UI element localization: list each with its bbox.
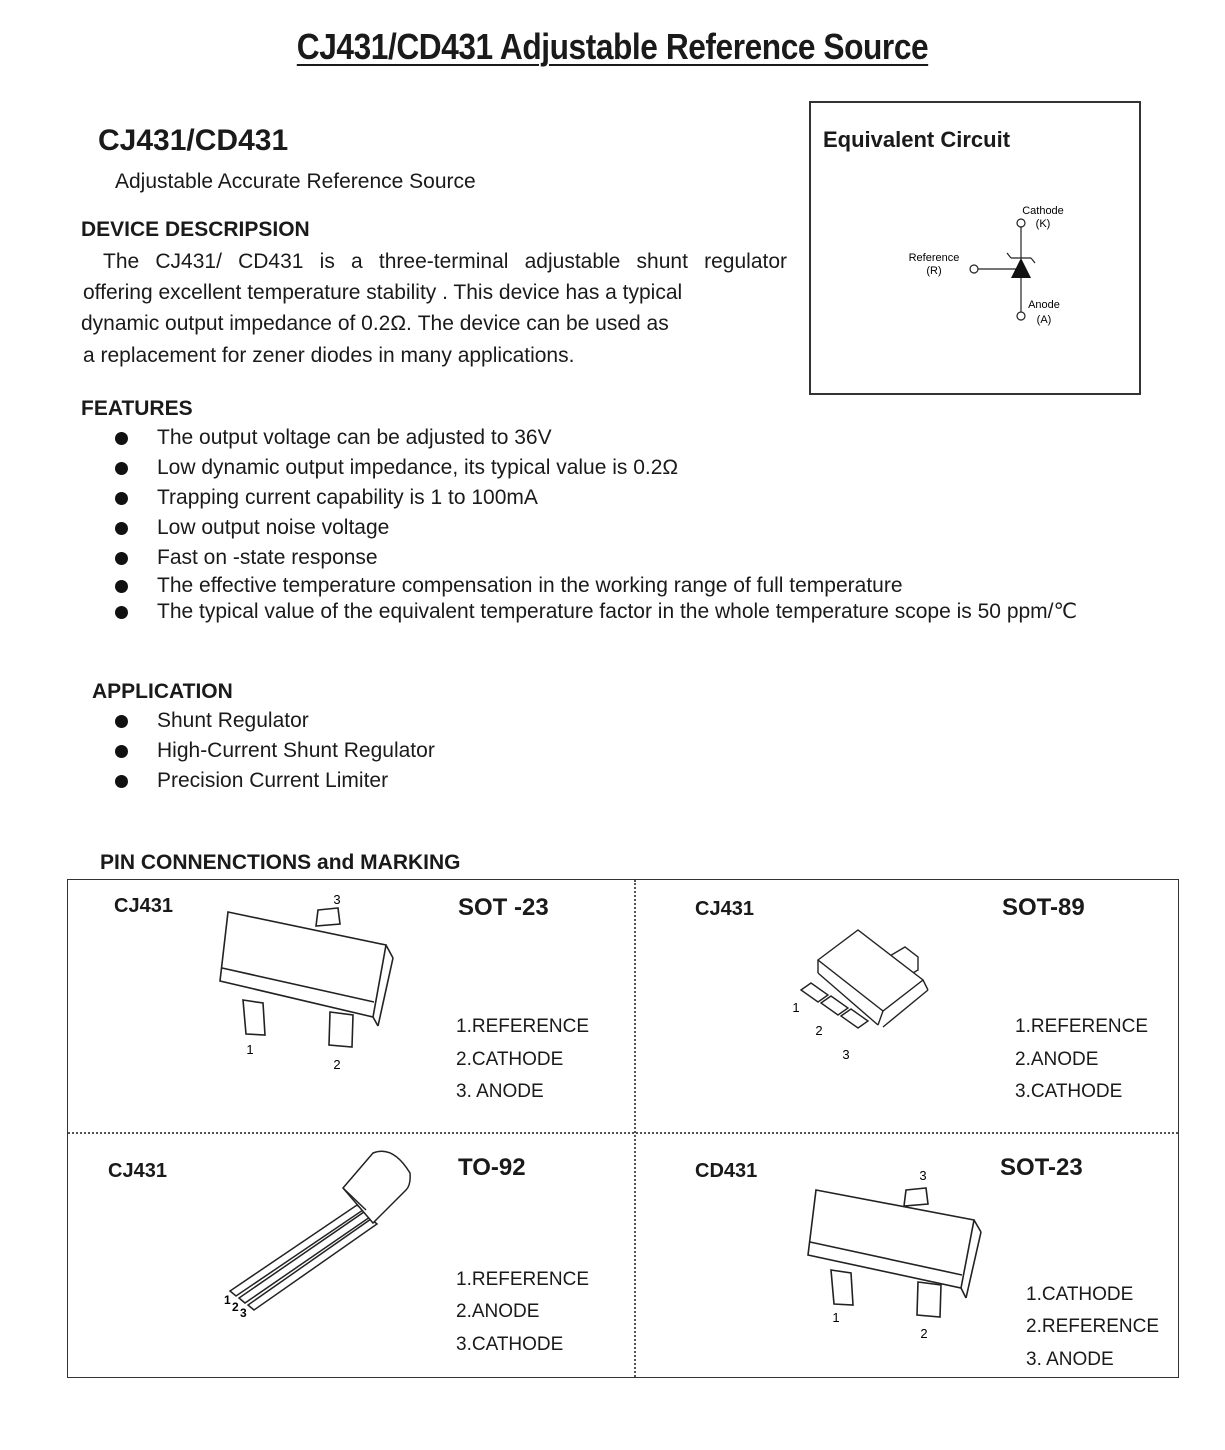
bullet-icon [115, 432, 128, 445]
pin-description: 3. ANODE [456, 1081, 544, 1102]
zener-diode-triangle [1011, 258, 1031, 278]
cathode-label: Cathode [1022, 205, 1064, 217]
equivalent-circuit-box [809, 101, 1141, 395]
package-part-label: CJ431 [695, 898, 754, 920]
pin-number: 3 [333, 892, 341, 907]
application-list [81, 706, 435, 796]
package-name: SOT-23 [1000, 1154, 1083, 1181]
vertical-divider [634, 880, 636, 1377]
package-name: SOT-89 [1002, 894, 1085, 921]
list-item: The effective temperature compensation in the working range of full temperature [81, 573, 1077, 599]
list-item: High-Current Shunt Regulator [81, 736, 435, 766]
pin-number: 3 [842, 1047, 850, 1062]
list-item: The output voltage can be adjusted to 36V [81, 423, 1077, 453]
pin-number: 1 [224, 1293, 231, 1307]
reference-symbol: (R) [926, 265, 942, 277]
bullet-icon [115, 522, 128, 535]
list-item: The typical value of the equivalent temperature factor in the whole temperature scope is 50 ppm/℃ [81, 599, 1077, 625]
pin-number: 2 [920, 1326, 928, 1341]
application-heading: APPLICATION [92, 680, 233, 703]
package-name: TO-92 [458, 1154, 526, 1181]
bullet-icon [115, 552, 128, 565]
description-heading: DEVICE DESCRIPSION [81, 218, 310, 241]
pin-description: 1.REFERENCE [456, 1269, 590, 1290]
package-part-label: CJ431 [108, 1160, 167, 1182]
features-list [81, 423, 1077, 625]
part-number-heading: CJ431/CD431 [98, 124, 289, 157]
bullet-icon [115, 462, 128, 475]
list-item: Shunt Regulator [81, 706, 435, 736]
pin-number: 2 [815, 1023, 823, 1038]
description-text [81, 246, 787, 371]
package-name: SOT -23 [458, 894, 549, 921]
pin-description: 2.REFERENCE [1026, 1316, 1160, 1337]
features-heading: FEATURES [81, 397, 193, 420]
pin-description: 2.ANODE [1015, 1049, 1099, 1070]
bullet-icon [115, 775, 128, 788]
part-subtitle: Adjustable Accurate Reference Source [115, 170, 476, 193]
pin-description: 3.CATHODE [456, 1334, 564, 1355]
pin-description: 1.REFERENCE [1015, 1016, 1149, 1037]
list-item: Low output noise voltage [81, 513, 1077, 543]
pin-number: 1 [246, 1042, 254, 1057]
bullet-icon [115, 715, 128, 728]
package-part-label: CJ431 [114, 895, 173, 917]
bullet-icon [115, 580, 128, 593]
description-line: a replacement for zener diodes in many applications. [83, 344, 575, 367]
to92-package-drawing [218, 1145, 418, 1325]
pin-number: 2 [333, 1057, 341, 1070]
sot23-package-drawing [796, 1160, 996, 1345]
pin-description: 2.ANODE [456, 1301, 540, 1322]
equivalent-circuit-diagram [811, 103, 1139, 393]
pin-description: 1.REFERENCE [456, 1016, 590, 1037]
cathode-symbol: (K) [1035, 218, 1051, 230]
package-part-label: CD431 [695, 1160, 758, 1182]
list-item: Trapping current capability is 1 to 100mA [81, 483, 1077, 513]
pin-number: 1 [792, 1000, 800, 1015]
anode-symbol: (A) [1036, 314, 1052, 326]
anode-label: Anode [1028, 299, 1060, 311]
description-line: The CJ431/ CD431 is a three-terminal adjustable shunt regulator [103, 250, 787, 273]
pin-description: 3.CATHODE [1015, 1081, 1123, 1102]
pin-connections-table [67, 879, 1179, 1378]
pin-description: 1.CATHODE [1026, 1284, 1134, 1305]
reference-label: Reference [908, 252, 960, 264]
pin-number: 2 [232, 1300, 239, 1314]
equivalent-circuit-title: Equivalent Circuit [823, 127, 1011, 152]
pin-number: 1 [832, 1310, 840, 1325]
pin-description: 3. ANODE [1026, 1349, 1114, 1370]
description-line: offering excellent temperature stability . This device has a typical [83, 281, 683, 304]
list-item: Low dynamic output impedance, its typical value is 0.2Ω [81, 453, 1077, 483]
pin-number: 3 [919, 1168, 927, 1183]
bullet-icon [115, 606, 128, 619]
horizontal-divider [68, 1132, 1178, 1134]
pins-heading: PIN CONNENCTIONS and MARKING [100, 851, 461, 874]
list-item: Fast on -state response [81, 543, 1077, 573]
bullet-icon [115, 492, 128, 505]
bullet-icon [115, 745, 128, 758]
document-title: CJ431/CD431 Adjustable Reference Source [296, 26, 929, 67]
pin-number: 3 [240, 1306, 247, 1320]
sot23-package-drawing [208, 890, 408, 1070]
pin-description: 2.CATHODE [456, 1049, 564, 1070]
sot89-package-drawing [783, 925, 953, 1065]
description-line: dynamic output impedance of 0.2Ω. The device can be used as [81, 312, 669, 335]
list-item: Precision Current Limiter [81, 766, 435, 796]
